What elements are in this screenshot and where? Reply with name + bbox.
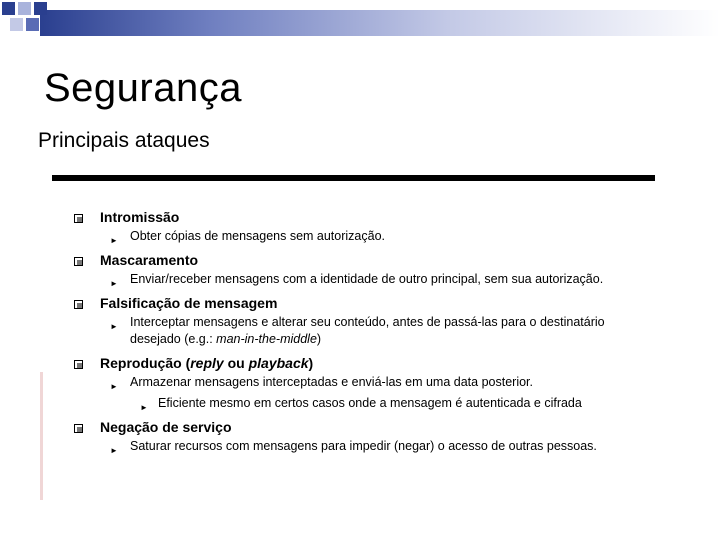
subitem-text-line2-suffix: ) (316, 332, 322, 346)
subitem-text-line2-italic: man-in-the-middle (216, 332, 317, 346)
slide-heading: Principais ataques (38, 129, 210, 152)
list-item (74, 292, 674, 314)
list-subitem (74, 228, 674, 245)
arrow-bullet-icon: ► (110, 382, 118, 391)
attack-list (74, 206, 674, 459)
checkbox-bullet-icon (74, 424, 83, 433)
subitem-text-line1: Interceptar mensagens e alterar seu conteúdo, antes de passá-las para o destinatário (130, 315, 605, 329)
item-label: Mascaramento (100, 252, 199, 268)
subsubitem-text: Eficiente mesmo em certos casos onde a mensagem é autenticada e cifrada (158, 396, 582, 410)
item-label: Falsificação de mensagem (100, 295, 278, 311)
header-gradient-bar (40, 10, 720, 36)
checkbox-bullet-icon (74, 214, 83, 223)
arrow-bullet-icon: ► (110, 236, 118, 245)
subitem-text: Enviar/receber mensagens com a identidade de outro principal, sem sua autorização. (130, 272, 604, 286)
checkbox-bullet-icon (74, 300, 83, 309)
item-label-italic-playback: playback (248, 355, 309, 371)
decor-square (10, 18, 23, 31)
decor-square (18, 2, 31, 15)
arrow-bullet-icon: ► (110, 279, 118, 288)
list-item (74, 249, 674, 271)
subitem-text: Obter cópias de mensagens sem autorização. (130, 229, 385, 243)
list-subitem (74, 374, 674, 391)
heading-rule (52, 175, 655, 181)
item-label: Negação de serviço (100, 419, 232, 435)
list-item (74, 416, 674, 438)
subitem-text-line2-prefix: desejado (e.g.: (130, 332, 217, 346)
arrow-bullet-icon: ► (140, 403, 148, 412)
decor-square (34, 2, 47, 15)
list-item (74, 352, 674, 374)
arrow-bullet-icon: ► (110, 322, 118, 331)
item-label-prefix: Reprodução ( (100, 355, 191, 371)
margin-line (40, 372, 43, 500)
list-subitem (74, 271, 674, 288)
item-label-suffix: ) (308, 355, 314, 371)
list-subsubitem (74, 395, 674, 412)
item-label-italic-reply: reply (190, 355, 224, 371)
item-label-middle: ou (223, 355, 249, 371)
item-label: Intromissão (100, 209, 180, 225)
subitem-text: Armazenar mensagens interceptadas e enviá-las em uma data posterior. (130, 375, 533, 389)
checkbox-bullet-icon (74, 360, 83, 369)
decor-square (26, 18, 39, 31)
slide-title: Segurança (44, 66, 242, 110)
list-subitem (74, 314, 674, 348)
list-subitem (74, 438, 674, 455)
list-item (74, 206, 674, 228)
arrow-bullet-icon: ► (110, 446, 118, 455)
subitem-text: Saturar recursos com mensagens para impedir (negar) o acesso de outras pessoas. (130, 439, 597, 453)
checkbox-bullet-icon (74, 257, 83, 266)
decor-square (2, 2, 15, 15)
header-decoration (0, 0, 720, 38)
